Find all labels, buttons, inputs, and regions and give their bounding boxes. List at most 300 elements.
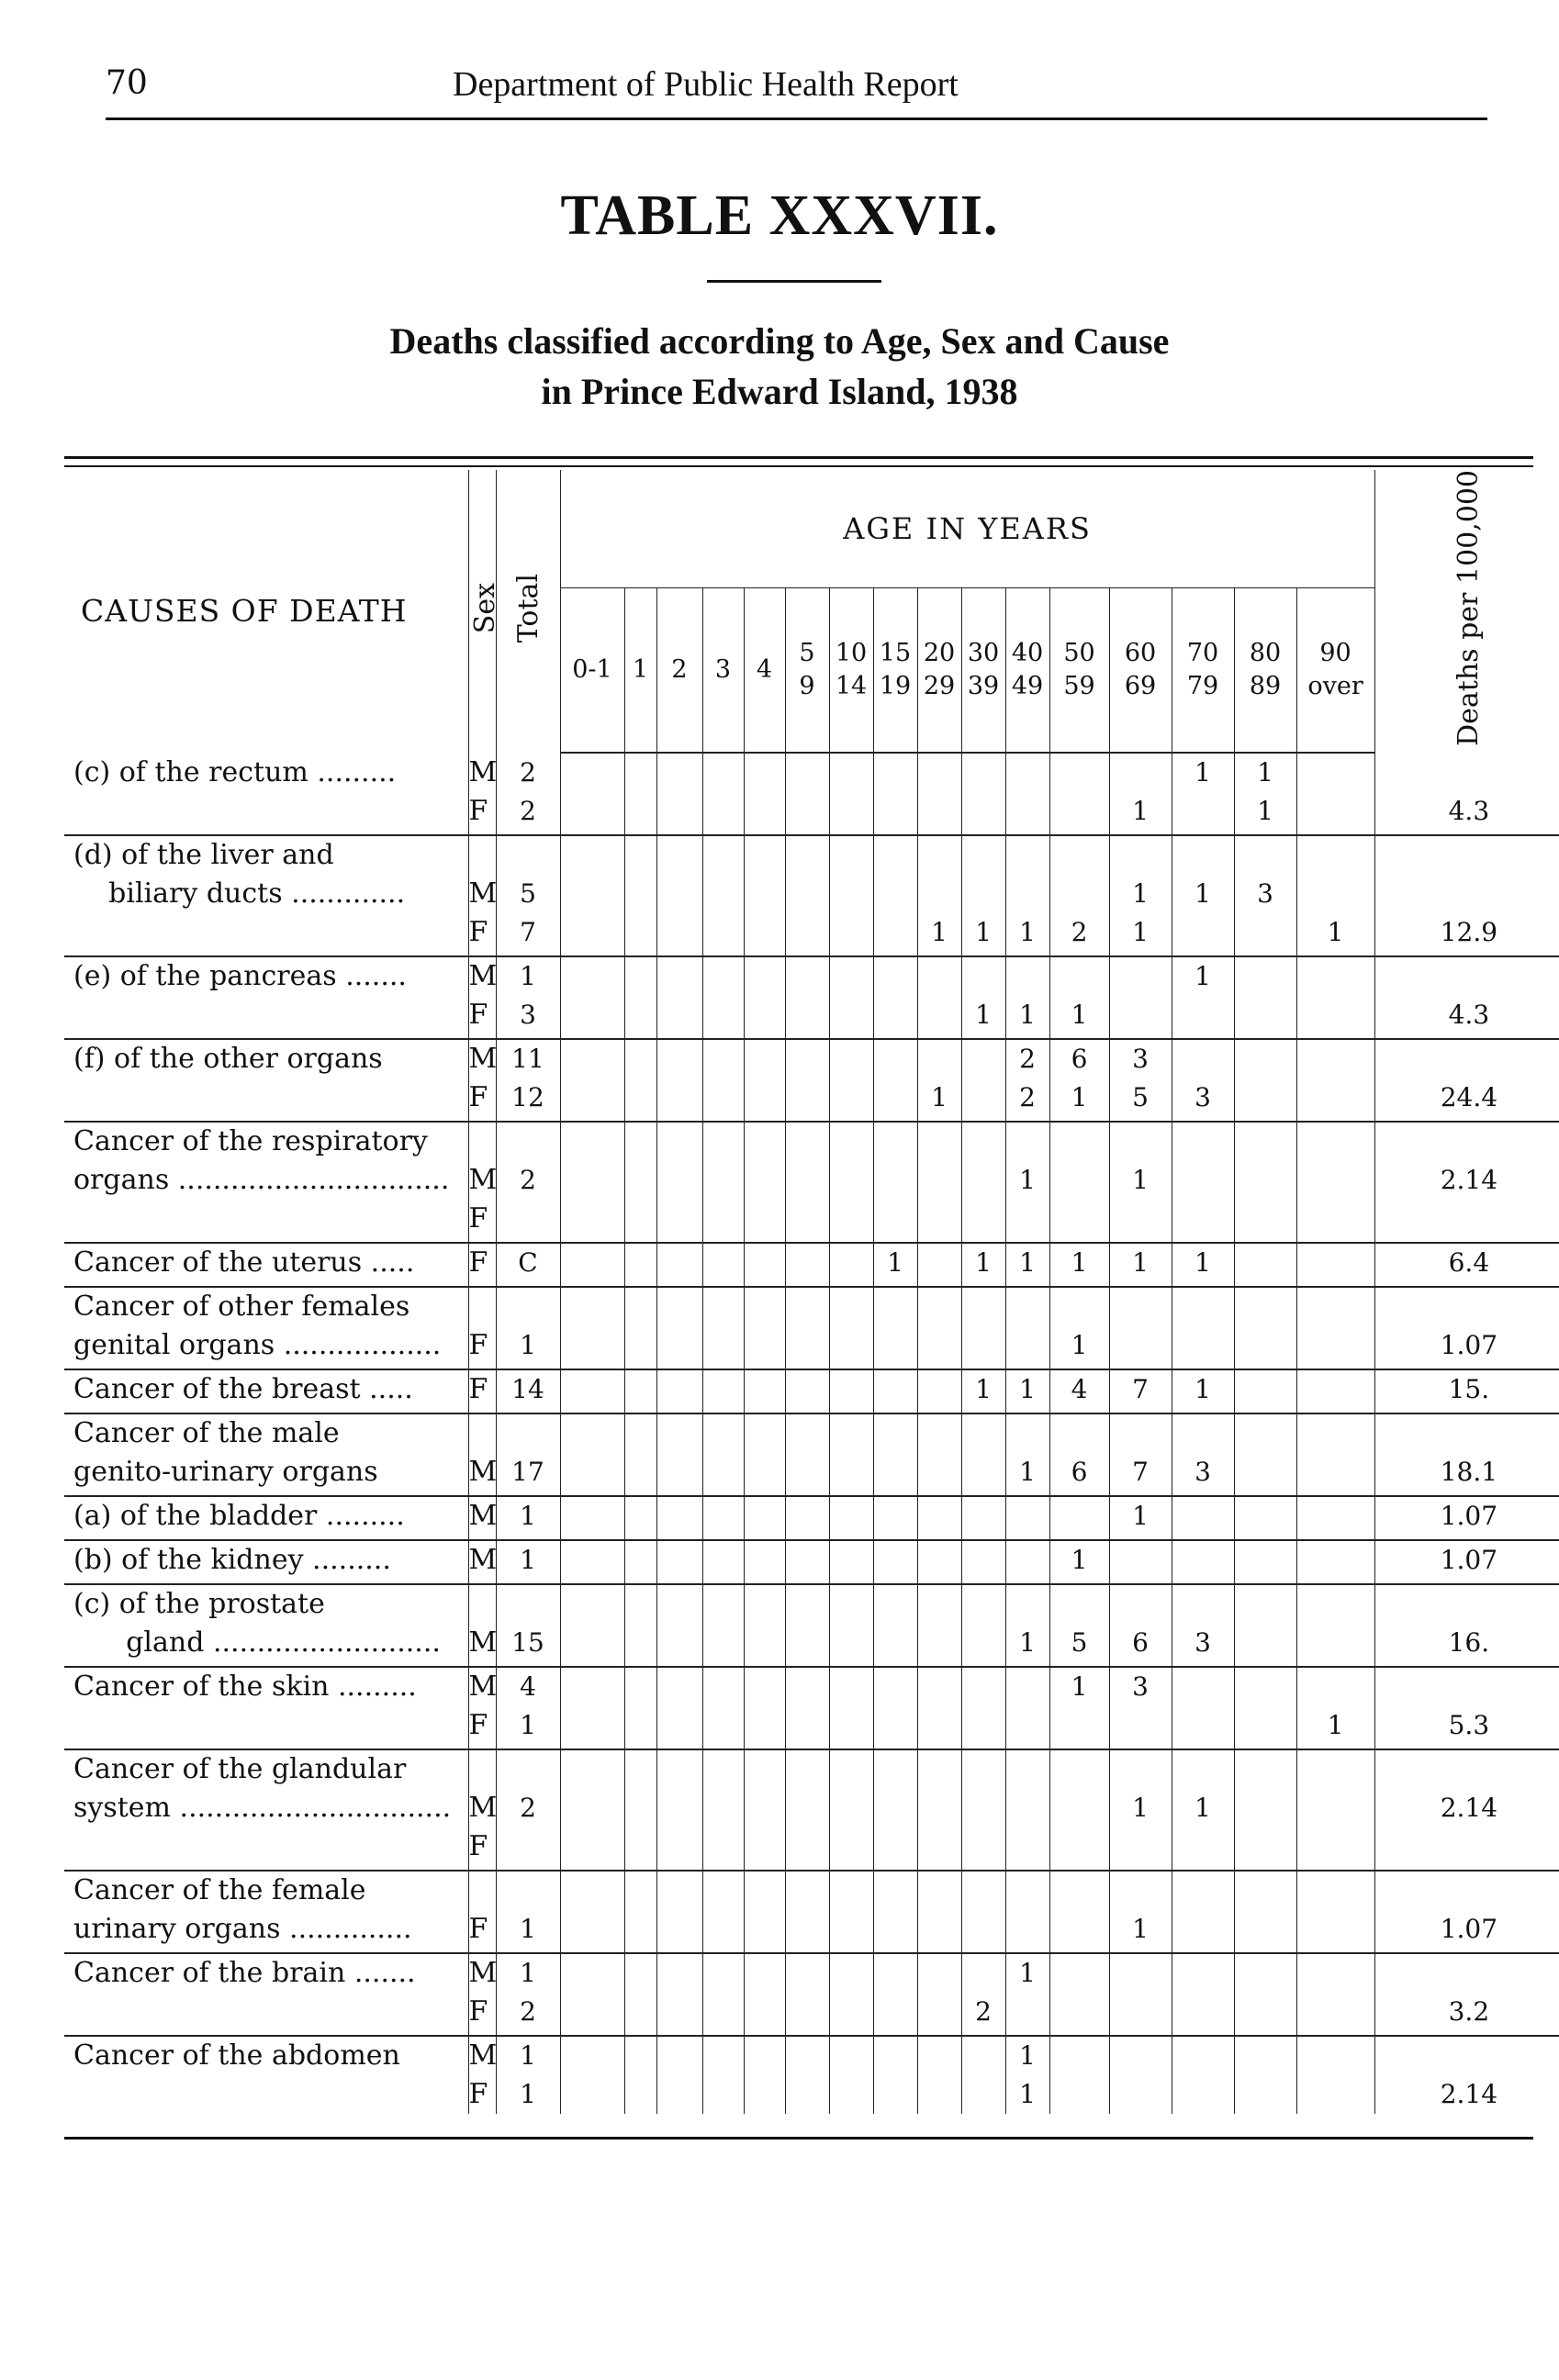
age-cell xyxy=(1234,1953,1296,1993)
age-cell xyxy=(560,753,624,792)
page-header xyxy=(106,64,1483,110)
age-cell xyxy=(829,792,873,835)
age-cell xyxy=(624,1993,656,2036)
total-cell xyxy=(496,1584,560,1624)
sex-cell: F xyxy=(468,913,496,956)
age-cell: 1 xyxy=(1109,1496,1172,1540)
sex-cell: M xyxy=(468,1161,496,1200)
table-row xyxy=(64,835,1559,875)
age-cell xyxy=(873,913,917,956)
age-cell xyxy=(785,1039,829,1078)
age-cell xyxy=(873,1624,917,1667)
table-row xyxy=(64,1993,1559,2036)
age-cell xyxy=(560,1243,624,1287)
age-cell xyxy=(560,1326,624,1369)
age-cell xyxy=(873,1993,917,2036)
age-cell xyxy=(829,1540,873,1584)
age-cell xyxy=(1005,1993,1049,2036)
age-cell xyxy=(1296,1122,1374,1161)
rate-cell: 1.07 xyxy=(1374,1910,1559,1953)
sex-header: Sex xyxy=(468,470,496,753)
table-row xyxy=(64,1749,1559,1789)
sex-cell xyxy=(468,1871,496,1910)
age-cell xyxy=(917,1326,961,1369)
age-cell xyxy=(785,1584,829,1624)
age-cell xyxy=(744,1200,785,1243)
sex-cell xyxy=(468,1413,496,1453)
table-row xyxy=(64,1624,1559,1667)
age-cell xyxy=(744,1789,785,1827)
age-cell xyxy=(624,1453,656,1496)
age-cell xyxy=(785,1871,829,1910)
age-cell xyxy=(560,792,624,835)
age-cell: 1 xyxy=(961,1369,1005,1413)
age-cell xyxy=(873,1122,917,1161)
age-cell xyxy=(702,1871,744,1910)
age-cell xyxy=(1005,1496,1049,1540)
age-cell xyxy=(560,1624,624,1667)
age-cell xyxy=(1049,1827,1109,1871)
age-cell xyxy=(1049,753,1109,792)
age-cell xyxy=(656,913,702,956)
age-cell: 1 xyxy=(1005,2036,1049,2075)
rate-cell: 16. xyxy=(1374,1624,1559,1667)
age-cell xyxy=(624,835,656,875)
total-cell xyxy=(496,1200,560,1243)
age-cell xyxy=(917,996,961,1039)
cause-cell: Cancer of the female xyxy=(73,1873,366,1906)
age-cell xyxy=(917,753,961,792)
table-body xyxy=(64,753,1559,2114)
age-cell xyxy=(829,1326,873,1369)
age-cell: 1 xyxy=(1005,1953,1049,1993)
age-cell xyxy=(1049,1993,1109,2036)
age-cell xyxy=(917,2036,961,2075)
sex-cell: M xyxy=(468,1496,496,1540)
age-cell xyxy=(1049,2036,1109,2075)
age-cell: 3 xyxy=(1109,1039,1172,1078)
sex-cell: M xyxy=(468,1039,496,1078)
age-cell xyxy=(656,1993,702,2036)
age-cell xyxy=(1172,835,1234,875)
rate-cell: 2.14 xyxy=(1374,2075,1559,2114)
age-cell xyxy=(1234,835,1296,875)
age-cell xyxy=(744,1369,785,1413)
age-cell: 1 xyxy=(1109,875,1172,913)
age-cell xyxy=(917,1667,961,1706)
age-cell: 2 xyxy=(1005,1078,1049,1122)
age-cell xyxy=(624,1827,656,1871)
age-cell xyxy=(961,2075,1005,2114)
age-cell xyxy=(1109,1326,1172,1369)
age-cell: 1 xyxy=(1005,913,1049,956)
age-cell xyxy=(1049,1122,1109,1161)
age-cell xyxy=(961,1789,1005,1827)
age-cell xyxy=(1172,1326,1234,1369)
age-cell xyxy=(744,913,785,956)
age-cell xyxy=(1234,1993,1296,2036)
table-row xyxy=(64,1540,1559,1584)
cause-cell: Cancer of the glandular xyxy=(73,1752,407,1785)
rate-cell: 2.14 xyxy=(1374,1161,1559,1200)
age-cell xyxy=(560,1749,624,1789)
age-cell xyxy=(873,1789,917,1827)
age-column-header: 60 69 xyxy=(1109,587,1172,753)
age-cell xyxy=(1109,1749,1172,1789)
table-top-rule xyxy=(64,456,1533,459)
age-cell: 1 xyxy=(1049,996,1109,1039)
age-cell xyxy=(961,1496,1005,1540)
age-cell xyxy=(917,1624,961,1667)
age-cell xyxy=(873,1369,917,1413)
age-cell xyxy=(1296,1200,1374,1243)
age-cell xyxy=(785,1078,829,1122)
total-cell: 1 xyxy=(496,1540,560,1584)
sex-cell: F xyxy=(468,2075,496,2114)
age-cell xyxy=(744,875,785,913)
age-cell xyxy=(961,792,1005,835)
age-cell: 1 xyxy=(1234,753,1296,792)
sex-cell: M xyxy=(468,1540,496,1584)
age-cell xyxy=(1109,1122,1172,1161)
header-rule xyxy=(106,117,1487,120)
age-cell: 1 xyxy=(1109,1910,1172,1953)
rate-cell: 4.3 xyxy=(1374,996,1559,1039)
table-bottom-rule xyxy=(64,2137,1533,2140)
age-cell xyxy=(1049,1953,1109,1993)
age-cell xyxy=(917,1413,961,1453)
age-cell xyxy=(744,1871,785,1910)
age-cell xyxy=(829,1827,873,1871)
total-cell xyxy=(496,1287,560,1326)
rate-cell xyxy=(1374,875,1559,913)
age-cell xyxy=(1049,1910,1109,1953)
age-cell xyxy=(1234,1326,1296,1369)
age-cell xyxy=(560,1993,624,2036)
table-row xyxy=(64,1910,1559,1953)
age-cell xyxy=(785,1667,829,1706)
age-cell xyxy=(702,835,744,875)
age-cell xyxy=(1234,1540,1296,1584)
age-cell xyxy=(785,1749,829,1789)
age-cell xyxy=(702,1326,744,1369)
age-column-header: 5 9 xyxy=(785,587,829,753)
total-cell: 1 xyxy=(496,1326,560,1369)
age-cell xyxy=(656,835,702,875)
age-cell xyxy=(829,1287,873,1326)
age-cell xyxy=(702,1078,744,1122)
age-cell xyxy=(1234,2075,1296,2114)
age-cell xyxy=(656,1287,702,1326)
total-cell: 2 xyxy=(496,1993,560,2036)
age-column-header: 70 79 xyxy=(1172,587,1234,753)
rate-cell: 1.07 xyxy=(1374,1496,1559,1540)
age-cell xyxy=(624,1326,656,1369)
age-cell xyxy=(560,1706,624,1749)
age-cell xyxy=(624,1706,656,1749)
age-cell xyxy=(829,1584,873,1624)
age-cell: 3 xyxy=(1172,1624,1234,1667)
age-cell xyxy=(829,1953,873,1993)
age-cell xyxy=(961,956,1005,996)
age-cell xyxy=(560,1200,624,1243)
age-cell xyxy=(744,1326,785,1369)
age-cell xyxy=(1296,792,1374,835)
age-cell xyxy=(785,875,829,913)
age-cell xyxy=(702,1039,744,1078)
age-cell xyxy=(1005,1910,1049,1953)
age-cell xyxy=(829,1453,873,1496)
age-cell xyxy=(873,956,917,996)
total-cell: 2 xyxy=(496,792,560,835)
age-cell xyxy=(560,1078,624,1122)
table-row xyxy=(64,875,1559,913)
rate-cell xyxy=(1374,1871,1559,1910)
total-cell: 7 xyxy=(496,913,560,956)
age-cell xyxy=(744,1827,785,1871)
age-cell xyxy=(1296,1496,1374,1540)
total-cell: 3 xyxy=(496,996,560,1039)
age-column-header: 3 xyxy=(702,587,744,753)
age-cell xyxy=(1005,835,1049,875)
rate-cell: 1.07 xyxy=(1374,1540,1559,1584)
age-cell xyxy=(917,1749,961,1789)
age-cell: 6 xyxy=(1109,1624,1172,1667)
age-cell xyxy=(624,2036,656,2075)
age-cell xyxy=(1296,753,1374,792)
age-cell xyxy=(785,1161,829,1200)
age-cell xyxy=(961,1122,1005,1161)
age-cell xyxy=(829,1413,873,1453)
age-cell: 1 xyxy=(1109,1789,1172,1827)
age-cell xyxy=(656,792,702,835)
table-row xyxy=(64,1161,1559,1200)
age-column-header: 50 59 xyxy=(1049,587,1109,753)
age-cell xyxy=(1296,1953,1374,1993)
age-cell xyxy=(1296,1584,1374,1624)
total-cell: 2 xyxy=(496,1161,560,1200)
age-cell xyxy=(1172,2075,1234,2114)
age-cell xyxy=(1234,1749,1296,1789)
rate-cell: 18.1 xyxy=(1374,1453,1559,1496)
age-cell: 1 xyxy=(1049,1078,1109,1122)
age-cell xyxy=(1172,1749,1234,1789)
table-row xyxy=(64,1453,1559,1496)
age-cell xyxy=(560,1540,624,1584)
cause-cell: organs ............................... xyxy=(73,1163,450,1196)
age-cell xyxy=(917,835,961,875)
age-cell xyxy=(560,1161,624,1200)
age-cell xyxy=(829,1871,873,1910)
age-cell xyxy=(1005,1789,1049,1827)
total-cell xyxy=(496,1749,560,1789)
sex-cell: M xyxy=(468,956,496,996)
age-cell xyxy=(917,1161,961,1200)
age-cell: 1 xyxy=(1296,1706,1374,1749)
age-cell xyxy=(785,1453,829,1496)
age-cell xyxy=(1109,835,1172,875)
age-cell xyxy=(560,2075,624,2114)
age-cell xyxy=(829,1706,873,1749)
sex-cell: F xyxy=(468,1243,496,1287)
age-cell xyxy=(961,1827,1005,1871)
age-cell xyxy=(702,1496,744,1540)
cause-cell: (a) of the bladder ......... xyxy=(64,1496,468,1540)
age-cell xyxy=(1172,1200,1234,1243)
age-cell xyxy=(624,1749,656,1789)
cause-cell: Cancer of the male xyxy=(73,1416,340,1449)
age-cell xyxy=(702,1667,744,1706)
age-cell xyxy=(1005,1413,1049,1453)
age-cell xyxy=(785,1953,829,1993)
age-cell xyxy=(560,1871,624,1910)
age-cell xyxy=(1172,1584,1234,1624)
cause-cell: biliary ducts ............. xyxy=(73,877,406,910)
age-cell: 1 xyxy=(1109,1161,1172,1200)
cause-cell xyxy=(64,1706,468,1749)
age-cell xyxy=(702,1584,744,1624)
total-cell: 14 xyxy=(496,1369,560,1413)
age-cell xyxy=(624,1413,656,1453)
age-cell xyxy=(1234,1243,1296,1287)
age-cell xyxy=(1109,2075,1172,2114)
cause-cell: genital organs .................. xyxy=(64,1326,468,1369)
age-cell xyxy=(702,1369,744,1413)
age-cell xyxy=(702,753,744,792)
age-cell xyxy=(873,1326,917,1369)
rate-cell xyxy=(1374,835,1559,875)
total-cell: 12 xyxy=(496,1078,560,1122)
sex-cell: F xyxy=(468,1326,496,1369)
age-cell xyxy=(873,1667,917,1706)
age-cell xyxy=(624,1910,656,1953)
sex-cell: M xyxy=(468,875,496,913)
age-cell xyxy=(560,835,624,875)
age-cell xyxy=(1109,1827,1172,1871)
age-cell xyxy=(785,1200,829,1243)
age-cell xyxy=(702,792,744,835)
age-cell xyxy=(624,913,656,956)
cause-cell xyxy=(64,1827,468,1871)
total-cell xyxy=(496,835,560,875)
table-row xyxy=(64,1827,1559,1871)
age-cell xyxy=(1296,1540,1374,1584)
age-cell xyxy=(744,1910,785,1953)
age-cell xyxy=(744,2075,785,2114)
rate-cell xyxy=(1374,956,1559,996)
age-cell xyxy=(917,1871,961,1910)
age-cell xyxy=(1296,1453,1374,1496)
age-cell xyxy=(1296,2075,1374,2114)
table-subtitle-line1: Deaths classified according to Age, Sex and Cause xyxy=(389,320,1170,362)
cause-cell xyxy=(64,2075,468,2114)
rate-cell xyxy=(1374,1953,1559,1993)
age-cell xyxy=(1172,1993,1234,2036)
age-cell xyxy=(917,1122,961,1161)
age-cell xyxy=(829,2075,873,2114)
age-column-header: 0-1 xyxy=(560,587,624,753)
age-cell xyxy=(624,1200,656,1243)
age-column-header: 30 39 xyxy=(961,587,1005,753)
age-cell xyxy=(560,1496,624,1540)
table-row xyxy=(64,1369,1559,1413)
age-cell xyxy=(1109,956,1172,996)
age-cell xyxy=(873,1287,917,1326)
total-cell: 1 xyxy=(496,956,560,996)
age-cell xyxy=(1296,1871,1374,1910)
age-group-header: AGE IN YEARS xyxy=(560,470,1374,587)
rate-cell xyxy=(1374,1827,1559,1871)
age-cell xyxy=(829,1122,873,1161)
age-cell xyxy=(961,1667,1005,1706)
age-cell xyxy=(961,1453,1005,1496)
age-cell xyxy=(702,1749,744,1789)
age-cell xyxy=(702,1200,744,1243)
cause-cell: Cancer of the brain ....... xyxy=(73,1956,416,1989)
age-column-header: 10 14 xyxy=(829,587,873,753)
age-cell xyxy=(624,1540,656,1584)
age-cell xyxy=(1172,1827,1234,1871)
total-cell: 2 xyxy=(496,753,560,792)
rate-cell: 12.9 xyxy=(1374,913,1559,956)
age-cell xyxy=(1172,913,1234,956)
age-cell xyxy=(624,1584,656,1624)
cause-cell xyxy=(64,792,468,835)
age-cell xyxy=(656,1827,702,1871)
age-cell xyxy=(873,1910,917,1953)
age-cell: 1 xyxy=(917,1078,961,1122)
age-cell xyxy=(1172,1039,1234,1078)
sex-cell xyxy=(468,1122,496,1161)
table-row xyxy=(64,1953,1559,1993)
age-cell xyxy=(873,2036,917,2075)
age-cell xyxy=(744,1287,785,1326)
cause-cell: (d) of the liver and xyxy=(73,838,334,871)
cause-cell xyxy=(64,913,468,956)
age-cell xyxy=(961,1161,1005,1200)
age-cell xyxy=(873,2075,917,2114)
cause-cell: gland .......................... xyxy=(64,1624,468,1667)
age-cell xyxy=(744,1453,785,1496)
age-cell xyxy=(873,1078,917,1122)
age-cell xyxy=(1296,956,1374,996)
age-cell xyxy=(785,1413,829,1453)
age-cell xyxy=(702,2036,744,2075)
age-cell: 6 xyxy=(1049,1039,1109,1078)
age-cell xyxy=(1109,1953,1172,1993)
sex-cell: M xyxy=(468,1789,496,1827)
age-cell xyxy=(656,1584,702,1624)
age-cell xyxy=(917,1039,961,1078)
age-column-header: 1 xyxy=(624,587,656,753)
age-cell xyxy=(702,996,744,1039)
table-row xyxy=(64,1667,1559,1706)
age-cell xyxy=(829,835,873,875)
sex-cell: M xyxy=(468,2036,496,2075)
rate-cell: 2.14 xyxy=(1374,1789,1559,1827)
age-cell xyxy=(744,835,785,875)
age-cell xyxy=(1049,1789,1109,1827)
age-cell xyxy=(829,996,873,1039)
total-cell xyxy=(496,1413,560,1453)
age-cell xyxy=(1234,1453,1296,1496)
age-cell xyxy=(1296,1039,1374,1078)
age-cell: 3 xyxy=(1172,1078,1234,1122)
age-cell xyxy=(1234,1827,1296,1871)
age-cell: 3 xyxy=(1234,875,1296,913)
age-cell xyxy=(624,1369,656,1413)
age-cell xyxy=(702,2075,744,2114)
